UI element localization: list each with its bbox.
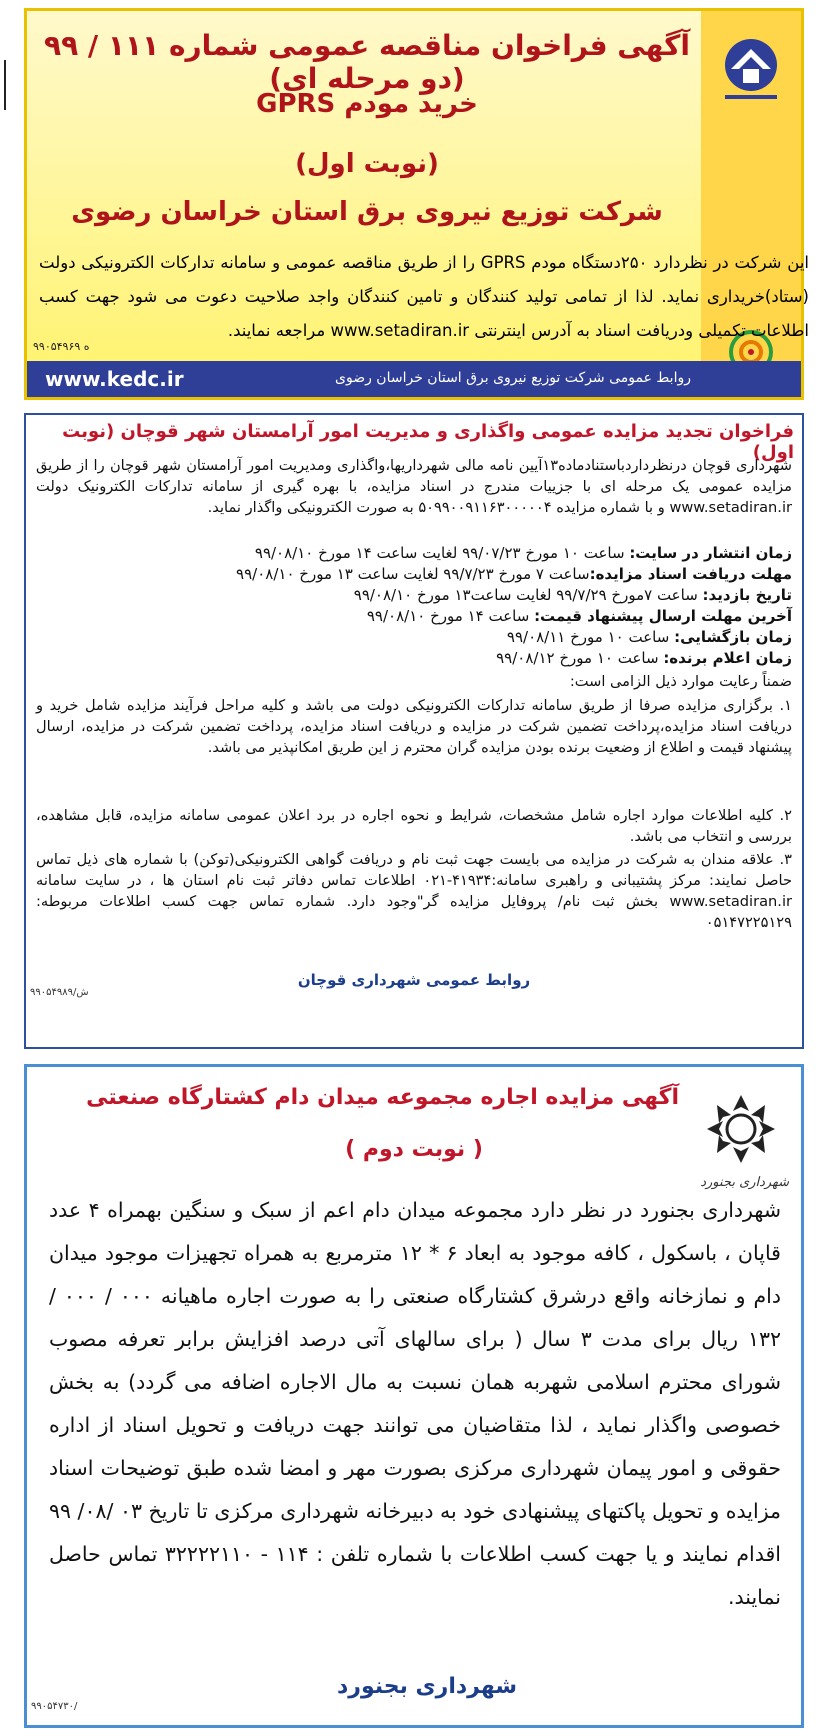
requirements-note: ضمناً رعایت موارد ذیل الزامی است: [569,673,792,690]
ad-subject: خرید مودم GPRS [256,89,478,119]
ad-footer [27,361,801,397]
ad-title: آگهی مزایده اجاره مجموعه میدان دام کشتارگاه صنعتی [86,1085,679,1110]
footer-credit: روابط عمومی شرکت توزیع نیروی برق استان خراسان رضوی [335,370,691,386]
footer-website-link[interactable]: www.kedc.ir [45,367,184,391]
ad-company: شرکت توزیع نیروی برق استان خراسان رضوی [71,197,663,227]
requirement-item: ۱. برگزاری مزایده صرفا از طریق سامانه تدارکات الکترونیکی دولت می باشد و کلیه مراحل فرآیند مزایده شامل خرید و دریافت اسناد مزایده،پرداخت تضمین شرکت در مزایده و دریافت اسناد مزایده، پرداخت تضمین شرکت در مزایده، ارسال پیشنهاد قیمت و اطلاع از وضعیت برنده بودن مزایده گران محترم ز این طریق امکانپذیر می باشد. [36,697,792,756]
page-margin-mark [4,60,6,110]
ad-code: ۹۹۰۵۴۹۸۹/ش [30,987,89,998]
auction-ad-quchan-cemetery [24,413,804,1049]
electricity-company-logo-icon [713,31,789,107]
schedule-item: زمان اعلام برنده: ساعت ۱۰ مورخ ۹۹/۰۸/۱۲ [496,649,792,667]
schedule-item: مهلت دریافت اسناد مزایده:ساعت ۷ مورخ ۹۹/۷/۲۳ لغایت ساعت ۱۳ مورخ ۹۹/۰۸/۱۰ [236,565,792,583]
auction-ad-bojnurd-livestock-market [24,1064,804,1728]
ad-signature: شهرداری بجنورد [337,1674,518,1699]
schedule-list [36,543,792,669]
ad-signature: روابط عمومی شهرداری قوچان [297,971,531,989]
schedule-item: زمان بازگشایی: ساعت ۱۰ مورخ ۹۹/۰۸/۱۱ [506,628,792,646]
ad-body: این شرکت در نظردارد ۲۵۰دستگاه مودم GPRS را از طریق مناقصه عمومی و سامانه تدارکات الکترونیکی دولت (ستاد)خریداری نماید. لذا از تمامی تولید کنندگان و تامین کنندگان واجد صلاحیت دعوت می شود جهت کسب اطلاعات تکمیلی ودریافت اسناد به آدرس اینترنتی www.setadiran.ir مراجعه نمایند. [39,253,810,340]
ad-title: فراخوان تجدید مزایده عمومی واگذاری و مدیریت امور آرامستان شهر قوچان (نوبت اول) [62,421,794,463]
requirement-item: ۲. کلیه اطلاعات موارد اجاره شامل مشخصات، شرایط و نحوه اجاره در برد اعلان عمومی سامانه مزایده، قابل مشاهده، بررسی و انتخاب می باشد. [36,807,792,845]
ad-intro: شهرداری قوچان درنظرداردباستنادماده۱۳آیین نامه مالی شهرداریها،واگذاری ومدیریت امور آرامستان شهر قوچان را از طریق مزایده عمومی یک مرحله ای با جزییات مندرج در اسناد مزایده، با بهره گیری از سامانه تدارکات الکترونیک دولت www.setadiran.ir و با شماره مزایده ۵۰۹۹۰۰۹۱۱۶۳۰۰۰۰۰۴ به صورت الکترونیکی واگذار نماید. [36,457,792,516]
ad-title: آگهی فراخوان مناقصه عمومی شماره ۱۱۱ / ۹۹ (دو مرحله ای) [44,29,690,95]
schedule-item: زمان انتشار در سایت: ساعت ۱۰ مورخ ۹۹/۰۷/۲۳ لغایت ساعت ۱۴ مورخ ۹۹/۰۸/۱۰ [254,544,792,562]
ad-round: (نوبت اول) [295,149,439,179]
ad-code: ۹۹۰۵۴۷۳۰/ [31,1701,78,1712]
ad-code: ۹۹۰۵۴۹۶۹ ه [33,340,90,353]
ad-body: شهرداری بجنورد در نظر دارد مجموعه میدان دام اعم از سبک و سنگین بهمراه ۴ عدد قاپان ، باسکول ، کافه موجود به ابعاد ۶ * ۱۲ مترمربع به همراه تجهیزات موجود میدان دام و نمازخانه واقع درشرق کشتارگاه صنعتی را به صورت اجاره ماهیانه ۰۰۰ / ۰۰۰ / ۱۳۲ ریال برای مدت ۳ سال ( برای سالهای آتی درصد افزایش برابر تعرفه مصوب شورای محترم اسلامی شهربه همان نسبت به مال الاجاره اضافه می گردد) به بخش خصوصی واگذار نماید ، لذا متقاضیان می توانند جهت دریافت و تحویل اسناد از اداره حقوقی و امور پیمان شهرداری مرکزی بصورت مهر و امضا شده طبق توضیحات اسناد مزایده و تحویل پاکتهای پیشنهادی خود به دبیرخانه شهرداری مرکزی تا تاریخ ۰۳ /۰۸/ ۹۹ اقدام نمایند و یا جهت کسب اطلاعات با شماره تلفن : ۱۱۴ - ۳۲۲۲۲۱۱۰ تماس حاصل نمایند. [49,1198,781,1609]
logo-caption: شهرداری بجنورد [700,1175,789,1190]
ad-round: ( نوبت دوم ) [345,1137,483,1162]
tender-ad-gprs-modem [24,8,810,400]
bojnurd-municipality-logo-icon [691,1089,791,1177]
schedule-item: آخرین مهلت ارسال پیشنهاد قیمت: ساعت ۱۴ مورخ ۹۹/۰۸/۱۰ [366,607,792,625]
requirement-item: ۳. علاقه مندان به شرکت در مزایده می بایست جهت ثبت نام و دریافت گواهی الکترونیکی(توکن) با شماره های ذیل تماس حاصل نمایند: مرکز پشتیبانی و راهبری سامانه:۴۱۹۳۴-۰۲۱ اطلاعات تماس دفاتر ثبت نام استان ها ، در سایت سامانه www.setadiran.ir بخش ثبت نام/ پروفایل مزایده گر"وجود دارد. شماره تماس جهت کسب اطلاعات مربوطه: ۰۵۱۴۷۲۲۵۱۲۹ [36,851,792,931]
schedule-item: تاریخ بازدید: ساعت ۷مورخ ۹۹/۷/۲۹ لغایت ساعت۱۳ مورخ ۹۹/۰۸/۱۰ [353,586,792,604]
